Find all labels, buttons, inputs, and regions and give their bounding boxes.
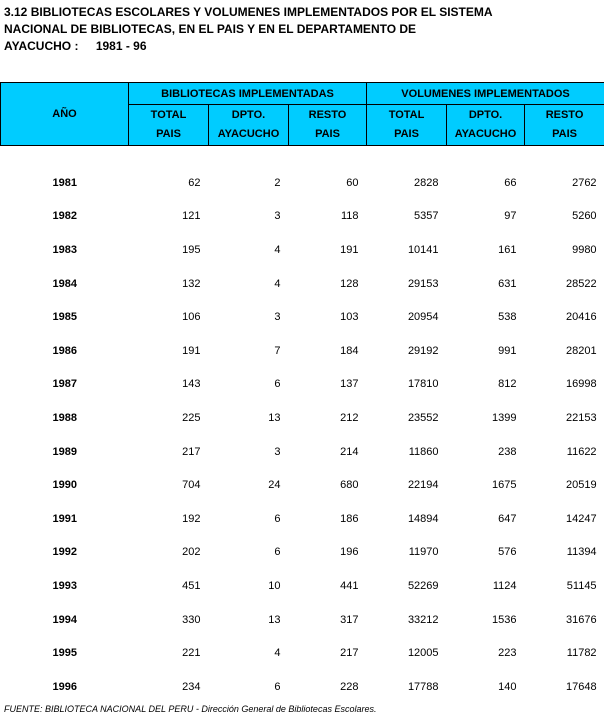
column-header-bottom: AYACUCHO xyxy=(217,128,280,140)
year-cell: 1990 xyxy=(52,479,77,492)
year-cell: 1989 xyxy=(52,445,77,458)
value-cell: 128 xyxy=(340,277,359,290)
table-row xyxy=(1,636,604,670)
value-cell: 6 xyxy=(274,680,281,693)
value-cell: 812 xyxy=(498,378,517,391)
value-cell: 4 xyxy=(274,243,281,256)
document-title xyxy=(4,4,594,55)
value-cell: 9980 xyxy=(572,243,597,256)
year-cell: 1983 xyxy=(52,243,77,256)
value-cell: 238 xyxy=(498,445,517,458)
table-row xyxy=(1,502,604,536)
value-cell: 20416 xyxy=(565,311,597,324)
value-cell: 22194 xyxy=(407,479,439,492)
value-cell: 20954 xyxy=(407,311,439,324)
column-header-top: RESTO xyxy=(308,109,347,121)
table-row xyxy=(1,267,604,301)
value-cell: 33212 xyxy=(407,613,439,626)
value-cell: 317 xyxy=(340,613,359,626)
column-header-bottom: AYACUCHO xyxy=(454,128,517,140)
title-years: 1981 - 96 xyxy=(95,39,147,53)
column-header xyxy=(289,105,367,146)
value-cell: 6 xyxy=(274,378,281,391)
year-cell: 1982 xyxy=(52,210,77,223)
column-header-top: DPTO. xyxy=(231,109,266,121)
value-cell: 1124 xyxy=(492,579,517,592)
spacer-row xyxy=(1,146,604,167)
value-cell: 228 xyxy=(340,680,359,693)
value-cell: 161 xyxy=(498,243,517,256)
column-header xyxy=(525,105,604,146)
column-header-bottom: PAIS xyxy=(394,128,419,140)
value-cell: 140 xyxy=(498,680,517,693)
title-line-3 xyxy=(4,38,594,55)
table-row xyxy=(1,200,604,234)
value-cell: 11970 xyxy=(408,546,439,559)
value-cell: 60 xyxy=(346,176,359,189)
table-row xyxy=(1,401,604,435)
value-cell: 1536 xyxy=(492,613,517,626)
value-cell: 6 xyxy=(274,512,281,525)
value-cell: 137 xyxy=(340,378,359,391)
column-header xyxy=(129,105,209,146)
value-cell: 11622 xyxy=(566,445,597,458)
value-cell: 22153 xyxy=(565,411,597,424)
value-cell: 991 xyxy=(498,344,517,357)
year-cell: 1987 xyxy=(52,378,77,391)
value-cell: 538 xyxy=(498,311,517,324)
table-row xyxy=(1,603,604,637)
value-cell: 330 xyxy=(182,613,201,626)
table-row xyxy=(1,536,604,570)
year-cell: 1991 xyxy=(52,512,77,525)
year-cell: 1992 xyxy=(52,546,77,559)
value-cell: 24 xyxy=(268,479,281,492)
value-cell: 17810 xyxy=(407,378,439,391)
table-row xyxy=(1,569,604,603)
title-line-2: NACIONAL DE BIBLIOTECAS, EN EL PAIS Y EN EL DEPARTAMENTO DE xyxy=(4,22,417,36)
value-cell: 3 xyxy=(274,445,281,458)
table-row xyxy=(1,368,604,402)
value-cell: 631 xyxy=(498,277,517,290)
value-cell: 441 xyxy=(340,579,359,592)
value-cell: 66 xyxy=(504,176,517,189)
table-header xyxy=(1,83,604,146)
column-header-top: TOTAL xyxy=(150,109,187,121)
column-header xyxy=(209,105,289,146)
value-cell: 97 xyxy=(504,210,517,223)
value-cell: 7 xyxy=(274,344,281,357)
year-cell: 1995 xyxy=(52,647,77,660)
column-header xyxy=(447,105,525,146)
value-cell: 29153 xyxy=(407,277,439,290)
value-cell: 217 xyxy=(340,647,359,660)
year-cell: 1993 xyxy=(52,579,77,592)
value-cell: 10141 xyxy=(407,243,439,256)
value-cell: 11860 xyxy=(408,445,439,458)
table-row xyxy=(1,166,604,200)
value-cell: 1399 xyxy=(492,411,517,424)
value-cell: 28522 xyxy=(565,277,597,290)
value-cell: 13 xyxy=(268,411,281,424)
value-cell: 2828 xyxy=(414,176,439,189)
value-cell: 186 xyxy=(340,512,359,525)
value-cell: 118 xyxy=(340,210,359,223)
value-cell: 202 xyxy=(182,546,201,559)
value-cell: 647 xyxy=(498,512,517,525)
value-cell: 1675 xyxy=(492,479,517,492)
value-cell: 3 xyxy=(274,311,281,324)
year-cell: 1994 xyxy=(52,613,77,626)
value-cell: 680 xyxy=(340,479,359,492)
value-cell: 14894 xyxy=(407,512,439,525)
value-cell: 3 xyxy=(274,210,281,223)
table-row xyxy=(1,300,604,334)
value-cell: 217 xyxy=(182,445,201,458)
value-cell: 212 xyxy=(340,411,359,424)
value-cell: 143 xyxy=(182,378,201,391)
column-header-bottom: PAIS xyxy=(315,128,340,140)
value-cell: 195 xyxy=(182,243,201,256)
value-cell: 16998 xyxy=(565,378,597,391)
value-cell: 10 xyxy=(268,579,281,592)
column-header-bottom: PAIS xyxy=(552,128,577,140)
value-cell: 23552 xyxy=(407,411,439,424)
value-cell: 451 xyxy=(182,579,201,592)
value-cell: 132 xyxy=(182,277,201,290)
table-number: 3.12 xyxy=(4,5,28,19)
table-row xyxy=(1,670,604,704)
value-cell: 121 xyxy=(182,210,201,223)
value-cell: 17788 xyxy=(407,680,439,693)
value-cell: 184 xyxy=(340,344,359,357)
value-cell: 191 xyxy=(182,344,201,357)
year-cell: 1984 xyxy=(52,277,77,290)
value-cell: 31676 xyxy=(565,613,597,626)
value-cell: 52269 xyxy=(407,579,439,592)
table-row xyxy=(1,435,604,469)
year-cell: 1996 xyxy=(52,680,77,693)
value-cell: 11782 xyxy=(566,647,597,660)
column-header xyxy=(367,105,447,146)
value-cell: 29192 xyxy=(407,344,439,357)
value-cell: 4 xyxy=(274,647,281,660)
value-cell: 103 xyxy=(340,311,359,324)
value-cell: 234 xyxy=(182,680,201,693)
value-cell: 2 xyxy=(274,176,281,189)
value-cell: 20519 xyxy=(565,479,597,492)
value-cell: 106 xyxy=(182,311,201,324)
group-header-volumenes: VOLUMENES IMPLEMENTADOS xyxy=(367,83,604,105)
value-cell: 5260 xyxy=(572,210,597,223)
table-row xyxy=(1,233,604,267)
value-cell: 13 xyxy=(268,613,281,626)
table-body xyxy=(1,146,604,704)
data-table xyxy=(0,82,604,704)
year-cell: 1986 xyxy=(52,344,77,357)
value-cell: 191 xyxy=(340,243,359,256)
value-cell: 704 xyxy=(182,479,201,492)
column-header-top: DPTO. xyxy=(468,109,503,121)
title-line-1 xyxy=(4,4,594,21)
value-cell: 2762 xyxy=(572,176,597,189)
year-cell: 1985 xyxy=(52,311,77,324)
table-row xyxy=(1,468,604,502)
value-cell: 214 xyxy=(340,445,359,458)
value-cell: 5357 xyxy=(414,210,439,223)
group-header-bibliotecas: BIBLIOTECAS IMPLEMENTADAS xyxy=(129,83,367,105)
source-note: FUENTE: BIBLIOTECA NACIONAL DEL PERU - Dirección General de Bibliotecas Escolares. xyxy=(4,704,377,714)
value-cell: 28201 xyxy=(565,344,597,357)
year-column-header: AÑO xyxy=(1,83,129,146)
title-text-3: AYACUCHO : xyxy=(4,39,79,53)
value-cell: 14247 xyxy=(565,512,597,525)
value-cell: 51145 xyxy=(566,579,597,592)
value-cell: 11394 xyxy=(566,546,597,559)
value-cell: 225 xyxy=(182,411,201,424)
column-header-top: RESTO xyxy=(545,109,584,121)
value-cell: 192 xyxy=(182,512,201,525)
value-cell: 6 xyxy=(274,546,281,559)
column-header-top: TOTAL xyxy=(388,109,425,121)
value-cell: 223 xyxy=(498,647,517,660)
value-cell: 196 xyxy=(340,546,359,559)
value-cell: 17648 xyxy=(565,680,597,693)
column-header-bottom: PAIS xyxy=(156,128,181,140)
value-cell: 62 xyxy=(188,176,201,189)
title-text-1: BIBLIOTECAS ESCOLARES Y VOLUMENES IMPLEMENTADOS POR EL SISTEMA xyxy=(30,5,493,19)
value-cell: 4 xyxy=(274,277,281,290)
value-cell: 12005 xyxy=(407,647,439,660)
year-cell: 1981 xyxy=(52,176,77,189)
table-row xyxy=(1,334,604,368)
value-cell: 221 xyxy=(182,647,201,660)
value-cell: 576 xyxy=(498,546,517,559)
year-cell: 1988 xyxy=(52,411,77,424)
